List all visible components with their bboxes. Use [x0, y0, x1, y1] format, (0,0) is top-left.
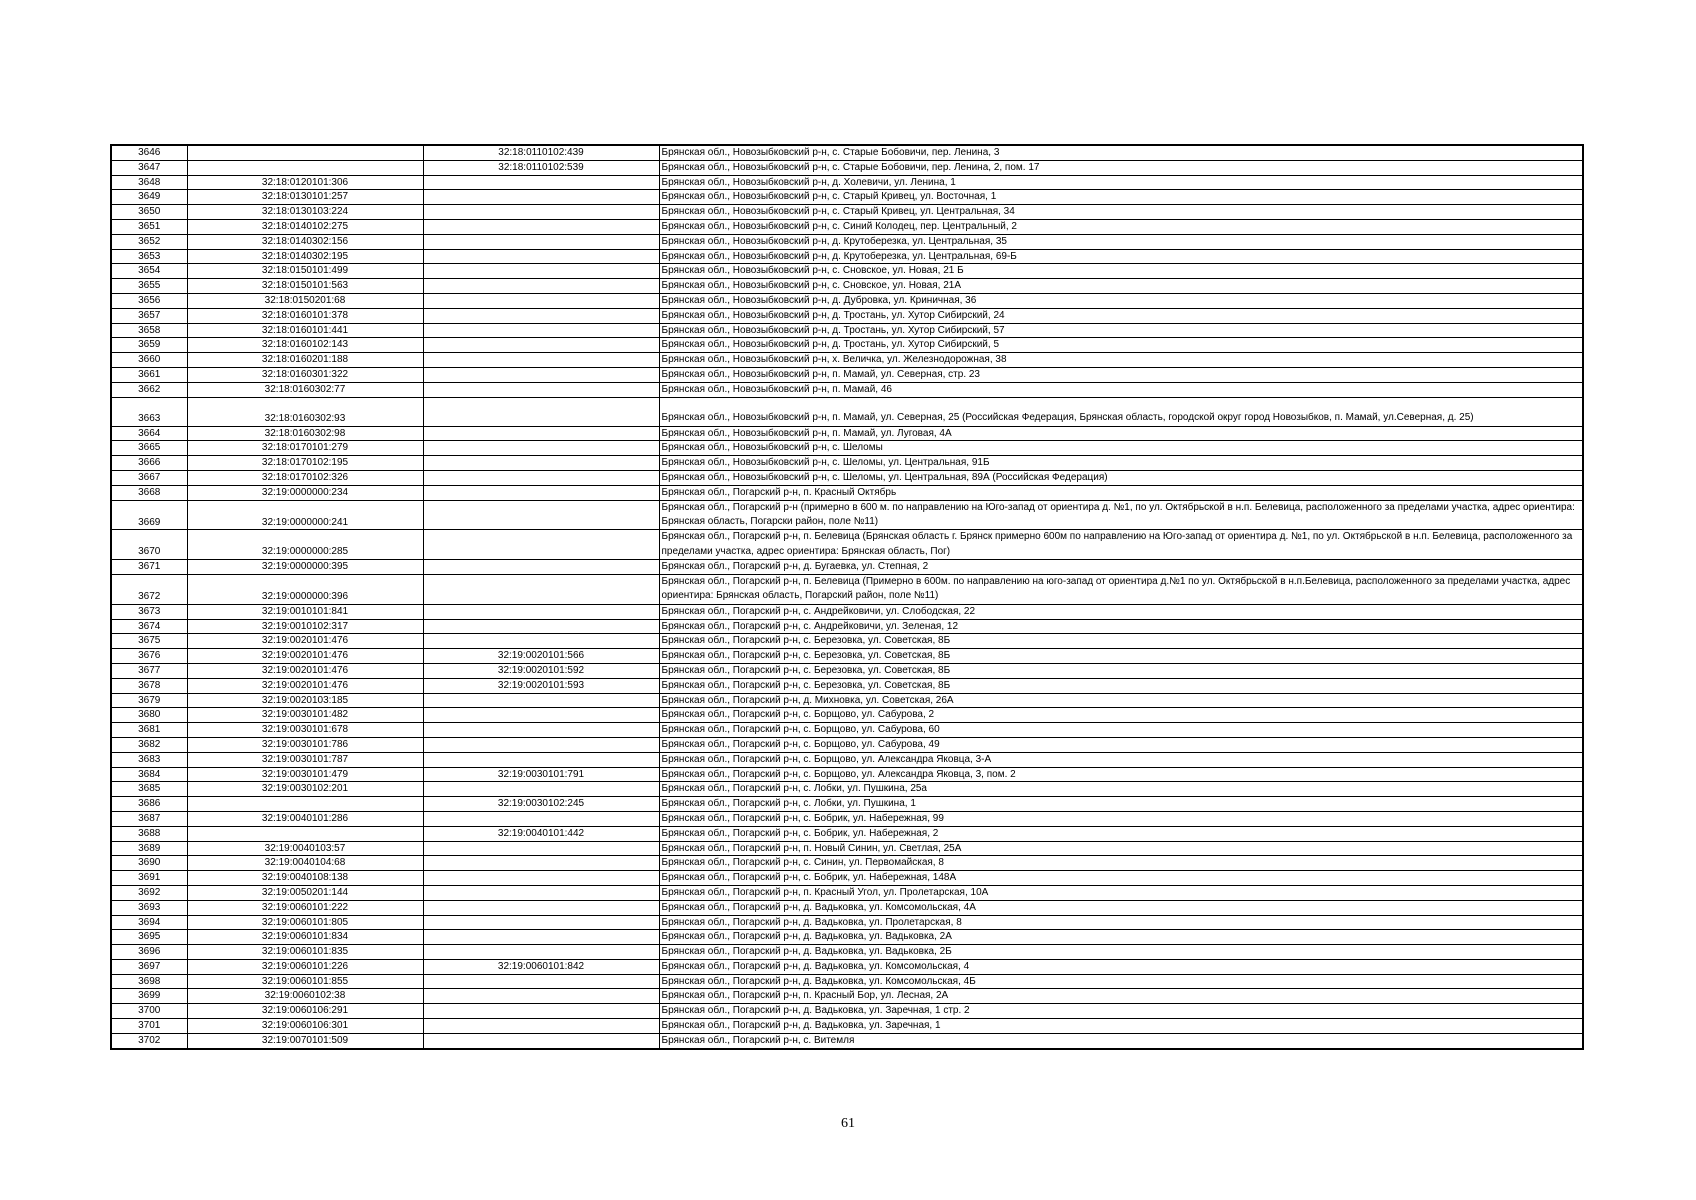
address-cell: Брянская обл., Погарский р-н, с. Лобки, ул. Пушкина, 25а: [659, 782, 1583, 797]
related-cadastral-number-cell: [423, 234, 659, 249]
address-cell: Брянская обл., Погарский р-н, с. Березовка, ул. Советская, 8Б: [659, 634, 1583, 649]
related-cadastral-number-cell: [423, 693, 659, 708]
related-cadastral-number-cell: 32:19:0020101:593: [423, 678, 659, 693]
table-row: [111, 708, 1583, 723]
cadastral-number-cell: 32:18:0140302:195: [187, 249, 423, 264]
cadastral-number-cell: 32:19:0010102:317: [187, 619, 423, 634]
address-cell: Брянская обл., Новозыбковский р-н, с. Старый Кривец, ул. Восточная, 1: [659, 190, 1583, 205]
related-cadastral-number-cell: [423, 574, 659, 604]
related-cadastral-number-cell: [423, 264, 659, 279]
row-number-cell: 3681: [111, 723, 187, 738]
row-number-cell: 3701: [111, 1019, 187, 1034]
related-cadastral-number-cell: [423, 367, 659, 382]
row-number-cell: 3683: [111, 752, 187, 767]
row-number-cell: 3702: [111, 1033, 187, 1048]
table-row: [111, 678, 1583, 693]
row-number-cell: 3690: [111, 856, 187, 871]
table-row: [111, 338, 1583, 353]
table-row: [111, 485, 1583, 500]
cadastral-number-cell: 32:19:0060101:855: [187, 974, 423, 989]
row-number-cell: 3696: [111, 945, 187, 960]
table-row: [111, 959, 1583, 974]
related-cadastral-number-cell: [423, 470, 659, 485]
property-registry-table: [110, 144, 1584, 1050]
cadastral-number-cell: 32:19:0060101:805: [187, 915, 423, 930]
related-cadastral-number-cell: [423, 811, 659, 826]
related-cadastral-number-cell: [423, 382, 659, 397]
row-number-cell: 3664: [111, 426, 187, 441]
table-row: [111, 382, 1583, 397]
related-cadastral-number-cell: [423, 500, 659, 530]
cadastral-number-cell: 32:18:0160302:98: [187, 426, 423, 441]
row-number-cell: 3661: [111, 367, 187, 382]
table-row: [111, 989, 1583, 1004]
table-row: [111, 1033, 1583, 1048]
row-number-cell: 3699: [111, 989, 187, 1004]
related-cadastral-number-cell: [423, 900, 659, 915]
address-cell: Брянская обл., Погарский р-н, с. Борщово, ул. Александра Яковца, 3-А: [659, 752, 1583, 767]
cadastral-number-cell: 32:18:0150101:563: [187, 279, 423, 294]
related-cadastral-number-cell: 32:19:0060101:842: [423, 959, 659, 974]
related-cadastral-number-cell: [423, 885, 659, 900]
address-cell: Брянская обл., Погарский р-н, д. Вадьковка, ул. Комсомольская, 4А: [659, 900, 1583, 915]
address-cell: Брянская обл., Погарский р-н, с. Борщово, ул. Сабурова, 60: [659, 723, 1583, 738]
address-cell: Брянская обл., Погарский р-н, д. Вадьковка, ул. Вадьковка, 2А: [659, 930, 1583, 945]
related-cadastral-number-cell: [423, 737, 659, 752]
cadastral-number-cell: [187, 160, 423, 175]
address-cell: Брянская обл., Погарский р-н, с. Березовка, ул. Советская, 8Б: [659, 663, 1583, 678]
row-number-cell: 3653: [111, 249, 187, 264]
row-number-cell: 3695: [111, 930, 187, 945]
table-row: [111, 175, 1583, 190]
address-cell: Брянская обл., Новозыбковский р-н, п. Мамай, ул. Луговая, 4А: [659, 426, 1583, 441]
address-cell: Брянская обл., Новозыбковский р-н, с. Старый Кривец, ул. Центральная, 34: [659, 205, 1583, 220]
cadastral-number-cell: 32:19:0060101:222: [187, 900, 423, 915]
table-row: [111, 530, 1583, 560]
table-row: [111, 219, 1583, 234]
cadastral-number-cell: 32:19:0030101:482: [187, 708, 423, 723]
row-number-cell: 3691: [111, 871, 187, 886]
cadastral-number-cell: 32:19:0000000:234: [187, 485, 423, 500]
cadastral-number-cell: 32:18:0160302:93: [187, 397, 423, 426]
cadastral-number-cell: 32:19:0000000:285: [187, 530, 423, 560]
related-cadastral-number-cell: [423, 175, 659, 190]
table-row: [111, 797, 1583, 812]
table-row: [111, 693, 1583, 708]
table-row: [111, 205, 1583, 220]
row-number-cell: 3672: [111, 574, 187, 604]
address-cell: Брянская обл., Погарский р-н, п. Белевица (Брянская область г. Брянск примерно 600м по направлению на Юго-запад от ориентира д. №1, по ул. Октябрьской в н.п. Белевица, расположенного за пределами участка, адрес ориентира: Брянская область, Пог): [659, 530, 1583, 560]
table-row: [111, 930, 1583, 945]
address-cell: Брянская обл., Погарский р-н, д. Вадьковка, ул. Комсомольская, 4Б: [659, 974, 1583, 989]
related-cadastral-number-cell: [423, 708, 659, 723]
related-cadastral-number-cell: [423, 456, 659, 471]
table-row: [111, 323, 1583, 338]
related-cadastral-number-cell: [423, 219, 659, 234]
row-number-cell: 3669: [111, 500, 187, 530]
row-number-cell: 3680: [111, 708, 187, 723]
address-cell: Брянская обл., Новозыбковский р-н, х. Величка, ул. Железнодорожная, 38: [659, 353, 1583, 368]
row-number-cell: 3658: [111, 323, 187, 338]
address-cell: Брянская обл., Новозыбковский р-н, с. Синий Колодец, пер. Центральный, 2: [659, 219, 1583, 234]
address-cell: Брянская обл., Новозыбковский р-н, с. Шеломы: [659, 441, 1583, 456]
row-number-cell: 3692: [111, 885, 187, 900]
address-cell: Брянская обл., Новозыбковский р-н, д. Крутоберезка, ул. Центральная, 35: [659, 234, 1583, 249]
related-cadastral-number-cell: [423, 930, 659, 945]
address-cell: Брянская обл., Погарский р-н, с. Бобрик, ул. Набережная, 99: [659, 811, 1583, 826]
related-cadastral-number-cell: [423, 353, 659, 368]
table-row: [111, 841, 1583, 856]
related-cadastral-number-cell: [423, 1033, 659, 1048]
row-number-cell: 3654: [111, 264, 187, 279]
address-cell: Брянская обл., Новозыбковский р-н, с. Сновское, ул. Новая, 21А: [659, 279, 1583, 294]
row-number-cell: 3646: [111, 145, 187, 160]
table-row: [111, 856, 1583, 871]
related-cadastral-number-cell: [423, 871, 659, 886]
row-number-cell: 3678: [111, 678, 187, 693]
table-row: [111, 723, 1583, 738]
related-cadastral-number-cell: [423, 308, 659, 323]
address-cell: Брянская обл., Погарский р-н, с. Борщово, ул. Сабурова, 2: [659, 708, 1583, 723]
row-number-cell: 3652: [111, 234, 187, 249]
row-number-cell: 3694: [111, 915, 187, 930]
row-number-cell: 3665: [111, 441, 187, 456]
table-row: [111, 871, 1583, 886]
row-number-cell: 3671: [111, 560, 187, 575]
related-cadastral-number-cell: 32:19:0020101:566: [423, 649, 659, 664]
table-row: [111, 619, 1583, 634]
table-row: [111, 945, 1583, 960]
table-row: [111, 293, 1583, 308]
cadastral-number-cell: 32:19:0030101:787: [187, 752, 423, 767]
address-cell: Брянская обл., Погарский р-н, п. Белевица (Примерно в 600м. по направлению на юго-запад от ориентира д.№1 по ул. Октябрьской в н.п.Белевица, расположенного за пределами участка, адрес ориентира: Брянская область, Погарский район, поле №11): [659, 574, 1583, 604]
cadastral-number-cell: 32:18:0160302:77: [187, 382, 423, 397]
table-row: [111, 234, 1583, 249]
row-number-cell: 3700: [111, 1004, 187, 1019]
address-cell: Брянская обл., Новозыбковский р-н, д. Тростань, ул. Хутор Сибирский, 5: [659, 338, 1583, 353]
table-row: [111, 470, 1583, 485]
related-cadastral-number-cell: [423, 190, 659, 205]
address-cell: Брянская обл., Погарский р-н, п. Красный Угол, ул. Пролетарская, 10А: [659, 885, 1583, 900]
table-row: [111, 426, 1583, 441]
row-number-cell: 3662: [111, 382, 187, 397]
address-cell: Брянская обл., Погарский р-н, с. Андрейковичи, ул. Зеленая, 12: [659, 619, 1583, 634]
table-row: [111, 397, 1583, 426]
related-cadastral-number-cell: 32:19:0030102:245: [423, 797, 659, 812]
row-number-cell: 3676: [111, 649, 187, 664]
table-row: [111, 974, 1583, 989]
row-number-cell: 3685: [111, 782, 187, 797]
address-cell: Брянская обл., Новозыбковский р-н, д. Тростань, ул. Хутор Сибирский, 57: [659, 323, 1583, 338]
related-cadastral-number-cell: [423, 604, 659, 619]
cadastral-number-cell: 32:18:0160101:378: [187, 308, 423, 323]
table-row: [111, 1019, 1583, 1034]
related-cadastral-number-cell: [423, 560, 659, 575]
address-cell: Брянская обл., Погарский р-н, д. Вадьковка, ул. Заречная, 1 стр. 2: [659, 1004, 1583, 1019]
row-number-cell: 3656: [111, 293, 187, 308]
address-cell: Брянская обл., Новозыбковский р-н, д. Тростань, ул. Хутор Сибирский, 24: [659, 308, 1583, 323]
address-cell: Брянская обл., Новозыбковский р-н, с. Шеломы, ул. Центральная, 91Б: [659, 456, 1583, 471]
address-cell: Брянская обл., Новозыбковский р-н, д. Дубровка, ул. Криничная, 36: [659, 293, 1583, 308]
table-row: [111, 160, 1583, 175]
cadastral-number-cell: 32:19:0070101:509: [187, 1033, 423, 1048]
row-number-cell: 3673: [111, 604, 187, 619]
table-row: [111, 279, 1583, 294]
address-cell: Брянская обл., Новозыбковский р-н, д. Крутоберезка, ул. Центральная, 69-Б: [659, 249, 1583, 264]
related-cadastral-number-cell: [423, 279, 659, 294]
address-cell: Брянская обл., Погарский р-н, д. Вадьковка, ул. Комсомольская, 4: [659, 959, 1583, 974]
related-cadastral-number-cell: [423, 723, 659, 738]
page-number: 61: [841, 1116, 855, 1131]
table-row: [111, 574, 1583, 604]
row-number-cell: 3684: [111, 767, 187, 782]
address-cell: Брянская обл., Погарский р-н (примерно в 600 м. по направлению на Юго-запад от ориентира д. №1, по ул. Октябрьской в н.п. Белевица, расположенного за пределами участка, адрес ориентира: Брянская область, Погарски район, поле №11): [659, 500, 1583, 530]
row-number-cell: 3687: [111, 811, 187, 826]
address-cell: Брянская обл., Погарский р-н, с. Витемля: [659, 1033, 1583, 1048]
related-cadastral-number-cell: 32:19:0020101:592: [423, 663, 659, 678]
table-row: [111, 752, 1583, 767]
address-cell: Брянская обл., Погарский р-н, с. Борщово, ул. Сабурова, 49: [659, 737, 1583, 752]
cadastral-number-cell: [187, 145, 423, 160]
table-row: [111, 900, 1583, 915]
table-body: [111, 145, 1583, 1049]
row-number-cell: 3667: [111, 470, 187, 485]
table-row: [111, 560, 1583, 575]
cadastral-number-cell: 32:19:0000000:396: [187, 574, 423, 604]
table-row: [111, 367, 1583, 382]
cadastral-number-cell: 32:18:0160201:188: [187, 353, 423, 368]
cadastral-number-cell: 32:19:0030101:678: [187, 723, 423, 738]
address-cell: Брянская обл., Погарский р-н, п. Красный Октябрь: [659, 485, 1583, 500]
related-cadastral-number-cell: [423, 634, 659, 649]
related-cadastral-number-cell: [423, 1019, 659, 1034]
table-row: [111, 663, 1583, 678]
cadastral-number-cell: 32:18:0120101:306: [187, 175, 423, 190]
related-cadastral-number-cell: [423, 752, 659, 767]
cadastral-number-cell: 32:19:0020101:476: [187, 634, 423, 649]
table-row: [111, 456, 1583, 471]
cadastral-number-cell: 32:19:0040108:138: [187, 871, 423, 886]
address-cell: Брянская обл., Погарский р-н, с. Бобрик, ул. Набережная, 148А: [659, 871, 1583, 886]
cadastral-number-cell: 32:19:0040101:286: [187, 811, 423, 826]
table-row: [111, 1004, 1583, 1019]
table-row: [111, 767, 1583, 782]
cadastral-number-cell: 32:19:0060101:835: [187, 945, 423, 960]
address-cell: Брянская обл., Погарский р-н, с. Андрейковичи, ул. Слободская, 22: [659, 604, 1583, 619]
related-cadastral-number-cell: [423, 782, 659, 797]
address-cell: Брянская обл., Погарский р-н, п. Красный Бор, ул. Лесная, 2А: [659, 989, 1583, 1004]
related-cadastral-number-cell: [423, 441, 659, 456]
related-cadastral-number-cell: 32:18:0110102:439: [423, 145, 659, 160]
cadastral-number-cell: 32:19:0050201:144: [187, 885, 423, 900]
cadastral-number-cell: 32:19:0060102:38: [187, 989, 423, 1004]
cadastral-number-cell: 32:19:0030102:201: [187, 782, 423, 797]
row-number-cell: 3682: [111, 737, 187, 752]
related-cadastral-number-cell: [423, 205, 659, 220]
address-cell: Брянская обл., Новозыбковский р-н, п. Мамай, ул. Северная, стр. 23: [659, 367, 1583, 382]
related-cadastral-number-cell: [423, 323, 659, 338]
related-cadastral-number-cell: [423, 426, 659, 441]
table-row: [111, 249, 1583, 264]
address-cell: Брянская обл., Погарский р-н, д. Вадьковка, ул. Вадьковка, 2Б: [659, 945, 1583, 960]
table-row: [111, 649, 1583, 664]
address-cell: Брянская обл., Новозыбковский р-н, с. Сновское, ул. Новая, 21 Б: [659, 264, 1583, 279]
cadastral-number-cell: 32:18:0140302:156: [187, 234, 423, 249]
address-cell: Брянская обл., Погарский р-н, с. Лобки, ул. Пушкина, 1: [659, 797, 1583, 812]
cadastral-number-cell: 32:18:0140102:275: [187, 219, 423, 234]
cadastral-number-cell: 32:18:0130103:224: [187, 205, 423, 220]
related-cadastral-number-cell: [423, 856, 659, 871]
table-row: [111, 826, 1583, 841]
row-number-cell: 3659: [111, 338, 187, 353]
table-row: [111, 264, 1583, 279]
row-number-cell: 3677: [111, 663, 187, 678]
table-row: [111, 145, 1583, 160]
address-cell: Брянская обл., Новозыбковский р-н, с. Шеломы, ул. Центральная, 89А (Российская Федерация): [659, 470, 1583, 485]
related-cadastral-number-cell: [423, 485, 659, 500]
table-row: [111, 500, 1583, 530]
row-number-cell: 3660: [111, 353, 187, 368]
table-row: [111, 441, 1583, 456]
cadastral-number-cell: 32:19:0040103:57: [187, 841, 423, 856]
related-cadastral-number-cell: [423, 249, 659, 264]
cadastral-number-cell: 32:19:0060101:226: [187, 959, 423, 974]
cadastral-number-cell: 32:18:0160301:322: [187, 367, 423, 382]
cadastral-number-cell: 32:18:0170102:326: [187, 470, 423, 485]
cadastral-number-cell: 32:18:0130101:257: [187, 190, 423, 205]
row-number-cell: 3675: [111, 634, 187, 649]
cadastral-number-cell: 32:18:0170101:279: [187, 441, 423, 456]
row-number-cell: 3668: [111, 485, 187, 500]
table-row: [111, 885, 1583, 900]
row-number-cell: 3693: [111, 900, 187, 915]
cadastral-number-cell: 32:18:0170102:195: [187, 456, 423, 471]
cadastral-number-cell: 32:19:0010101:841: [187, 604, 423, 619]
cadastral-number-cell: 32:19:0000000:241: [187, 500, 423, 530]
row-number-cell: 3697: [111, 959, 187, 974]
table-row: [111, 308, 1583, 323]
row-number-cell: 3698: [111, 974, 187, 989]
cadastral-number-cell: 32:19:0060106:291: [187, 1004, 423, 1019]
table-row: [111, 353, 1583, 368]
related-cadastral-number-cell: [423, 974, 659, 989]
table-row: [111, 634, 1583, 649]
row-number-cell: 3650: [111, 205, 187, 220]
address-cell: Брянская обл., Погарский р-н, с. Синин, ул. Первомайская, 8: [659, 856, 1583, 871]
address-cell: Брянская обл., Новозыбковский р-н, с. Старые Бобовичи, пер. Ленина, 3: [659, 145, 1583, 160]
cadastral-number-cell: 32:19:0020101:476: [187, 678, 423, 693]
cadastral-number-cell: 32:18:0150101:499: [187, 264, 423, 279]
address-cell: Брянская обл., Погарский р-н, с. Бобрик, ул. Набережная, 2: [659, 826, 1583, 841]
cadastral-number-cell: 32:19:0060106:301: [187, 1019, 423, 1034]
cadastral-number-cell: 32:19:0030101:479: [187, 767, 423, 782]
row-number-cell: 3688: [111, 826, 187, 841]
table-row: [111, 811, 1583, 826]
address-cell: Брянская обл., Погарский р-н, с. Борщово, ул. Александра Яковца, 3, пом. 2: [659, 767, 1583, 782]
row-number-cell: 3666: [111, 456, 187, 471]
related-cadastral-number-cell: [423, 397, 659, 426]
address-cell: Брянская обл., Погарский р-н, с. Березовка, ул. Советская, 8Б: [659, 678, 1583, 693]
row-number-cell: 3663: [111, 397, 187, 426]
row-number-cell: 3655: [111, 279, 187, 294]
related-cadastral-number-cell: 32:19:0040101:442: [423, 826, 659, 841]
related-cadastral-number-cell: 32:18:0110102:539: [423, 160, 659, 175]
address-cell: Брянская обл., Новозыбковский р-н, с. Старые Бобовичи, пер. Ленина, 2, пом. 17: [659, 160, 1583, 175]
related-cadastral-number-cell: [423, 530, 659, 560]
row-number-cell: 3689: [111, 841, 187, 856]
address-cell: Брянская обл., Погарский р-н, с. Березовка, ул. Советская, 8Б: [659, 649, 1583, 664]
cadastral-number-cell: 32:18:0160101:441: [187, 323, 423, 338]
row-number-cell: 3679: [111, 693, 187, 708]
row-number-cell: 3670: [111, 530, 187, 560]
table-row: [111, 782, 1583, 797]
cadastral-number-cell: 32:19:0040104:68: [187, 856, 423, 871]
row-number-cell: 3657: [111, 308, 187, 323]
row-number-cell: 3651: [111, 219, 187, 234]
cadastral-number-cell: 32:18:0160102:143: [187, 338, 423, 353]
cadastral-number-cell: 32:19:0060101:834: [187, 930, 423, 945]
cadastral-number-cell: 32:19:0030101:786: [187, 737, 423, 752]
cadastral-number-cell: 32:18:0150201:68: [187, 293, 423, 308]
row-number-cell: 3647: [111, 160, 187, 175]
row-number-cell: 3649: [111, 190, 187, 205]
table-row: [111, 190, 1583, 205]
cadastral-number-cell: 32:19:0020101:476: [187, 649, 423, 664]
related-cadastral-number-cell: [423, 945, 659, 960]
row-number-cell: 3674: [111, 619, 187, 634]
related-cadastral-number-cell: [423, 1004, 659, 1019]
address-cell: Брянская обл., Погарский р-н, д. Вадьковка, ул. Пролетарская, 8: [659, 915, 1583, 930]
address-cell: Брянская обл., Погарский р-н, д. Вадьковка, ул. Заречная, 1: [659, 1019, 1583, 1034]
table-row: [111, 604, 1583, 619]
cadastral-number-cell: [187, 797, 423, 812]
address-cell: Брянская обл., Новозыбковский р-н, п. Мамай, ул. Северная, 25 (Российская Федерация, Брянская область, городской округ город Новозыбков, п. Мамай, ул.Северная, д. 25): [659, 397, 1583, 426]
row-number-cell: 3686: [111, 797, 187, 812]
cadastral-number-cell: [187, 826, 423, 841]
related-cadastral-number-cell: 32:19:0030101:791: [423, 767, 659, 782]
address-cell: Брянская обл., Новозыбковский р-н, п. Мамай, 46: [659, 382, 1583, 397]
cadastral-number-cell: 32:19:0000000:395: [187, 560, 423, 575]
row-number-cell: 3648: [111, 175, 187, 190]
related-cadastral-number-cell: [423, 841, 659, 856]
cadastral-number-cell: 32:19:0020101:476: [187, 663, 423, 678]
related-cadastral-number-cell: [423, 338, 659, 353]
address-cell: Брянская обл., Погарский р-н, д. Бугаевка, ул. Степная, 2: [659, 560, 1583, 575]
table-row: [111, 915, 1583, 930]
related-cadastral-number-cell: [423, 619, 659, 634]
cadastral-number-cell: 32:19:0020103:185: [187, 693, 423, 708]
address-cell: Брянская обл., Погарский р-н, п. Новый Синин, ул. Светлая, 25А: [659, 841, 1583, 856]
related-cadastral-number-cell: [423, 989, 659, 1004]
related-cadastral-number-cell: [423, 293, 659, 308]
address-cell: Брянская обл., Новозыбковский р-н, д. Холевичи, ул. Ленина, 1: [659, 175, 1583, 190]
address-cell: Брянская обл., Погарский р-н, д. Михновка, ул. Советская, 26А: [659, 693, 1583, 708]
table-row: [111, 737, 1583, 752]
related-cadastral-number-cell: [423, 915, 659, 930]
